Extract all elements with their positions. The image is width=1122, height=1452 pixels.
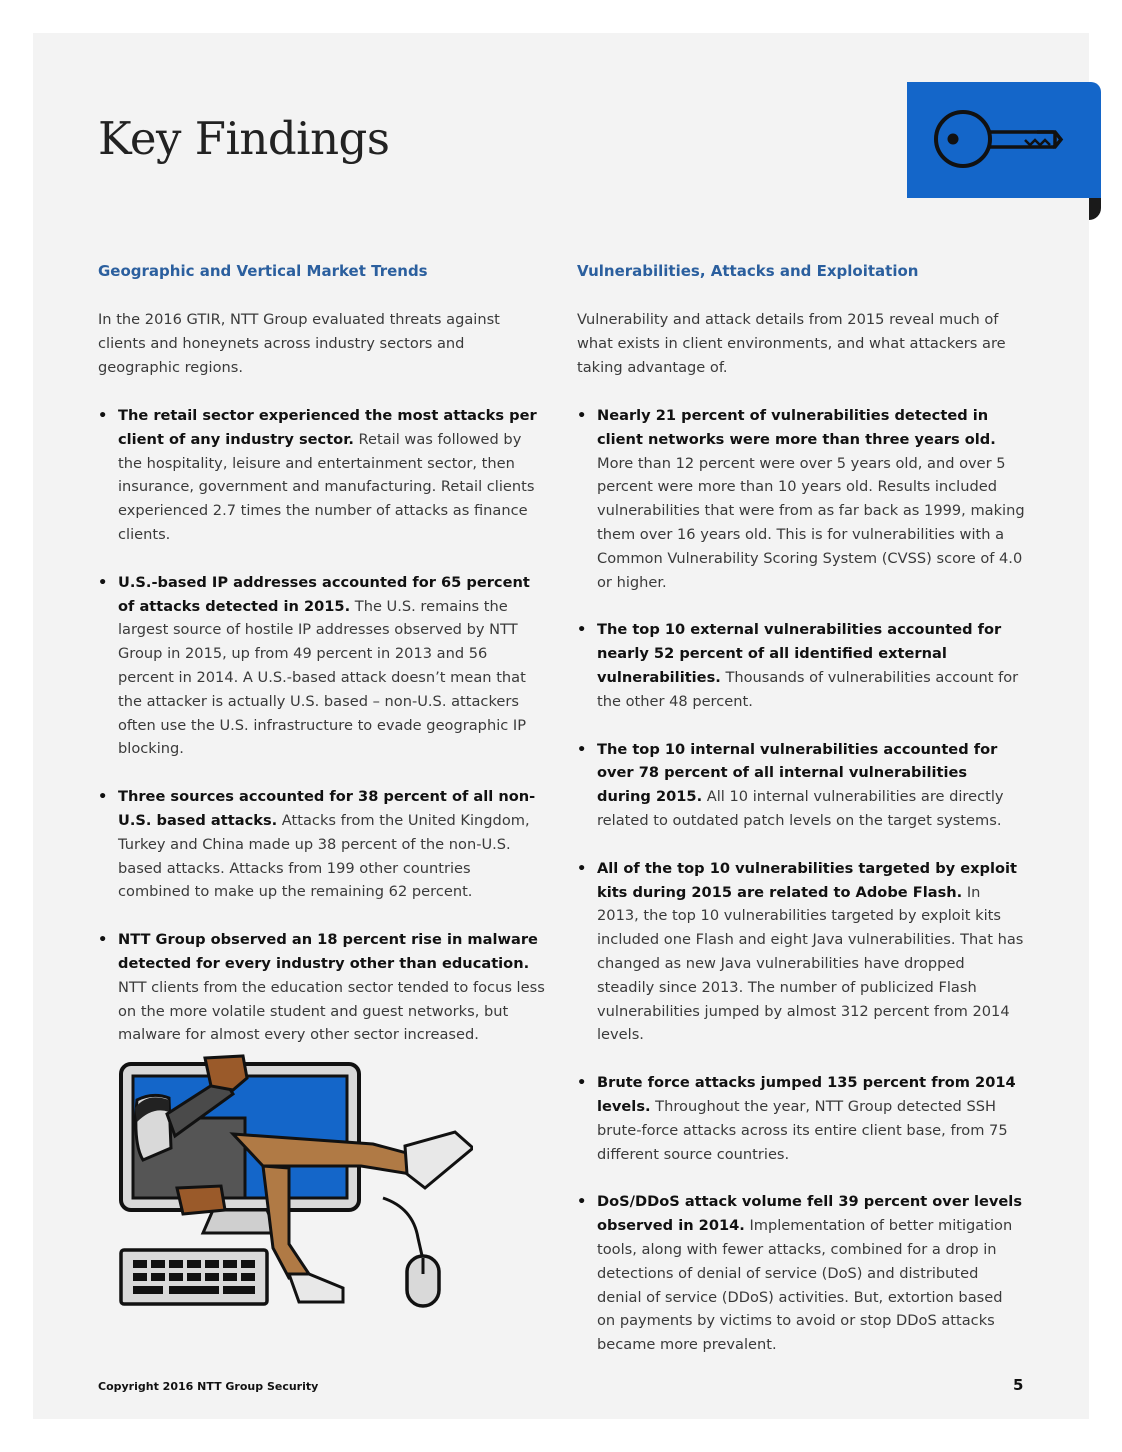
- bullet-lead: The top 10 external vulnerabilities accounted for nearly 52 percent of all identified external vulnerabilities.: [597, 621, 1002, 686]
- bullet-body: Implementation of better mitigation tools, along with fewer attacks, combined for a drop in detections of denial of service (DoS) and distributed denial of service (DDoS) activities. But, extortion based on payments by victims to avoid or stop DDoS attacks became more prevalent.: [597, 1217, 1013, 1354]
- bullet-body: More than 12 percent were over 5 years old, and over 5 percent were more than 10 years old. Results included vulnerabilities that were from as far back as 1999, making them over 16 years old. This is for vulnerabilities with a Common Vulnerability Scoring System (CVSS) score of 4.0 or higher.: [597, 454, 1025, 591]
- bullet-lead: U.S.-based IP addresses accounted for 65 percent of attacks detected in 2015.: [118, 573, 530, 615]
- bullet-lead: The top 10 internal vulnerabilities accounted for over 78 percent of all internal vulnerabilities during 2015.: [597, 740, 998, 806]
- left-heading: Geographic and Vertical Market Trends: [98, 262, 428, 280]
- bullet-body: Throughout the year, NTT Group detected SSH brute-force attacks across its entire client base, from 75 different source countries.: [597, 1097, 1008, 1163]
- left-bullet-3: [98, 785, 546, 904]
- left-bullet-2: [98, 571, 546, 761]
- right-heading: Vulnerabilities, Attacks and Exploitation: [577, 262, 919, 280]
- left-intro: In the 2016 GTIR, NTT Group evaluated threats against clients and honeynets across industry sectors and geographic regions.: [98, 311, 500, 376]
- bullet-body: Thousands of vulnerabilities account for the other 48 percent.: [597, 668, 1019, 710]
- bullet-lead: Nearly 21 percent of vulnerabilities detected in client networks were more than three years old.: [597, 407, 996, 448]
- left-bullet-4: [98, 928, 546, 1047]
- bullet-body: Retail was followed by the hospitality, leisure and entertainment sector, then insurance, government and manufacturing. Retail clients experienced 2.7 times the number of attacks as finance clients.: [118, 430, 535, 543]
- right-column: [577, 260, 1025, 1381]
- key-tab: [907, 82, 1101, 198]
- right-bullet-5: [577, 1071, 1025, 1166]
- bullet-lead: NTT Group observed an 18 percent rise in malware detected for every industry other than education.: [118, 931, 538, 972]
- bullet-lead: DoS/DDoS attack volume fell 39 percent over levels observed in 2014.: [597, 1193, 1023, 1235]
- page-title: Key Findings: [98, 112, 390, 165]
- left-bullet-list: [98, 404, 546, 1047]
- bullet-lead: Three sources accounted for 38 percent of all non-U.S. based attacks.: [118, 788, 536, 829]
- bullet-lead: All of the top 10 vulnerabilities targeted by exploit kits during 2015 are related to Adobe Flash.: [597, 859, 1018, 901]
- right-bullet-list: [577, 404, 1025, 1357]
- right-bullet-3: [577, 738, 1025, 833]
- right-bullet-6: [577, 1190, 1025, 1357]
- right-bullet-1: [577, 404, 1025, 594]
- bullet-body: All 10 internal vulnerabilities are directly related to outdated patch levels on the target systems.: [597, 788, 1004, 829]
- right-bullet-2: [577, 618, 1025, 713]
- right-bullet-4: [577, 857, 1025, 1047]
- bullet-lead: Brute force attacks jumped 135 percent from 2014 levels.: [597, 1074, 1016, 1115]
- right-intro: Vulnerability and attack details from 2015 reveal much of what exists in client environments, and what attackers are taking advantage of.: [577, 311, 1006, 376]
- left-column: [98, 260, 546, 1071]
- copyright: Copyright 2016 NTT Group Security: [98, 1380, 319, 1393]
- left-bullet-1: [98, 404, 546, 547]
- bullet-body: Attacks from the United Kingdom, Turkey and China made up 38 percent of the non-U.S. based attacks. Attacks from 199 other countries combined to make up the remaining 62 percent.: [118, 811, 530, 901]
- page-number: 5: [1013, 1376, 1024, 1394]
- bullet-body: In 2013, the top 10 vulnerabilities targeted by exploit kits included one Flash and eight Java vulnerabilities. That has changed as new Java vulnerabilities have dropped steadily since 2013. The number of publicized Flash vulnerabilities jumped by almost 312 percent from 2014 levels.: [597, 883, 1024, 1044]
- bullet-body: The U.S. remains the largest source of hostile IP addresses observed by NTT Group in 2015, up from 49 percent in 2013 and 56 percent in 2014. A U.S.-based attack doesn’t mean that the attacker is actually U.S. based – non-U.S. attackers often use the U.S. infrastructure to evade geographic IP blocking.: [118, 597, 527, 758]
- key-tab-fold: [1089, 198, 1101, 220]
- bullet-lead: The retail sector experienced the most attacks per client of any industry sector.: [118, 407, 537, 448]
- bullet-body: NTT clients from the education sector tended to focus less on the more volatile student and guest networks, but malware for almost every other sector increased.: [118, 978, 545, 1044]
- computer-intruder-illustration: [113, 1048, 473, 1310]
- key-icon: [907, 82, 1101, 198]
